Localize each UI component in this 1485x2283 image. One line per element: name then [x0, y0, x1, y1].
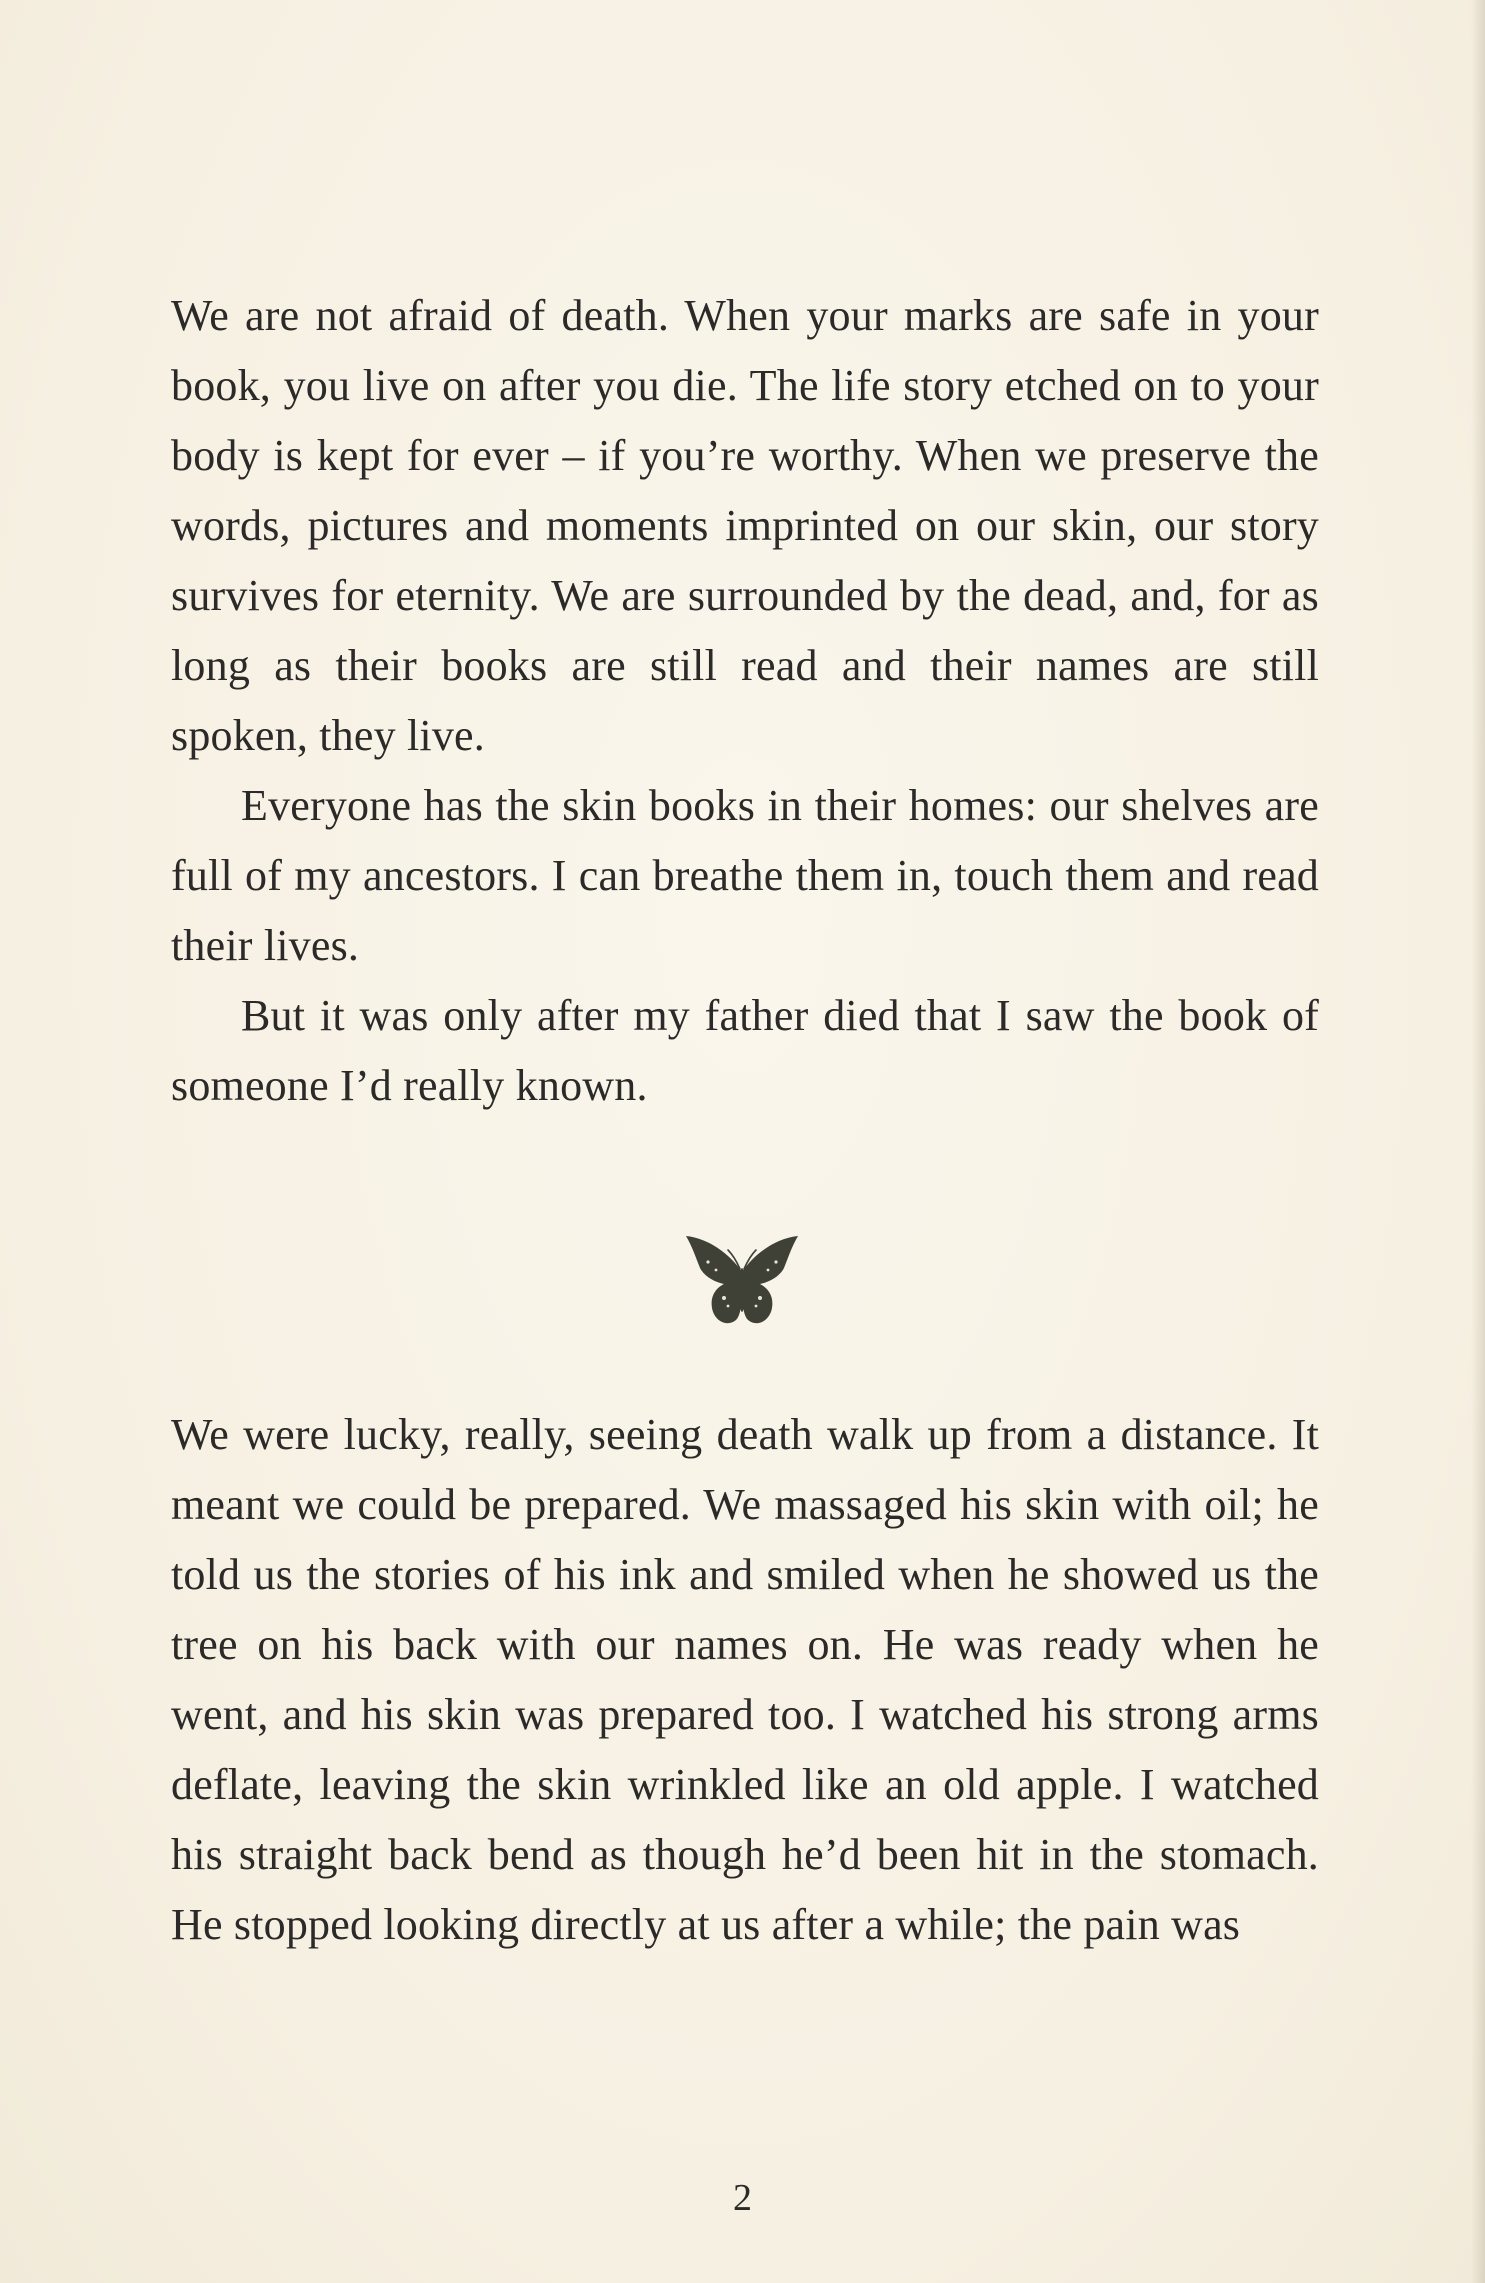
paragraph-2: Everyone has the skin books in their homes: our shelves are full of my ancestors. I can breathe them in, touch them and read their lives. — [171, 781, 1319, 970]
text-section-1 — [171, 281, 1319, 1121]
page-number: 2 — [733, 2177, 752, 2219]
paragraph-4: We were lucky, really, seeing death walk up from a distance. It meant we could be prepared. We massaged his skin with oil; he told us the stories of his ink and smiled when he showed us the tree on his back with our names on. He was ready when he went, and his skin was prepared too. I watched his strong arms deflate, leaving the skin wrinkled like an old apple. I watched his straight back bend as though he’d been hit in the stomach. He stopped looking directly at us after a while; the pain was — [171, 1410, 1319, 1949]
paragraph-3: But it was only after my father died that I saw the book of someone I’d really known. — [171, 991, 1319, 1110]
butterfly-icon — [680, 1232, 804, 1332]
paragraph-1: We are not afraid of death. When your marks are safe in your book, you live on after you die. The life story etched on to your body is kept for ever – if you’re worthy. When we preserve the words, pictures and moments imprinted on our skin, our story survives for eternity. We are surrounded by the dead, and, for as long as their books are still read and their names are still spoken, they live. — [171, 291, 1319, 760]
text-section-2 — [171, 1400, 1319, 1960]
page-edge-shadow — [1471, 0, 1485, 2283]
